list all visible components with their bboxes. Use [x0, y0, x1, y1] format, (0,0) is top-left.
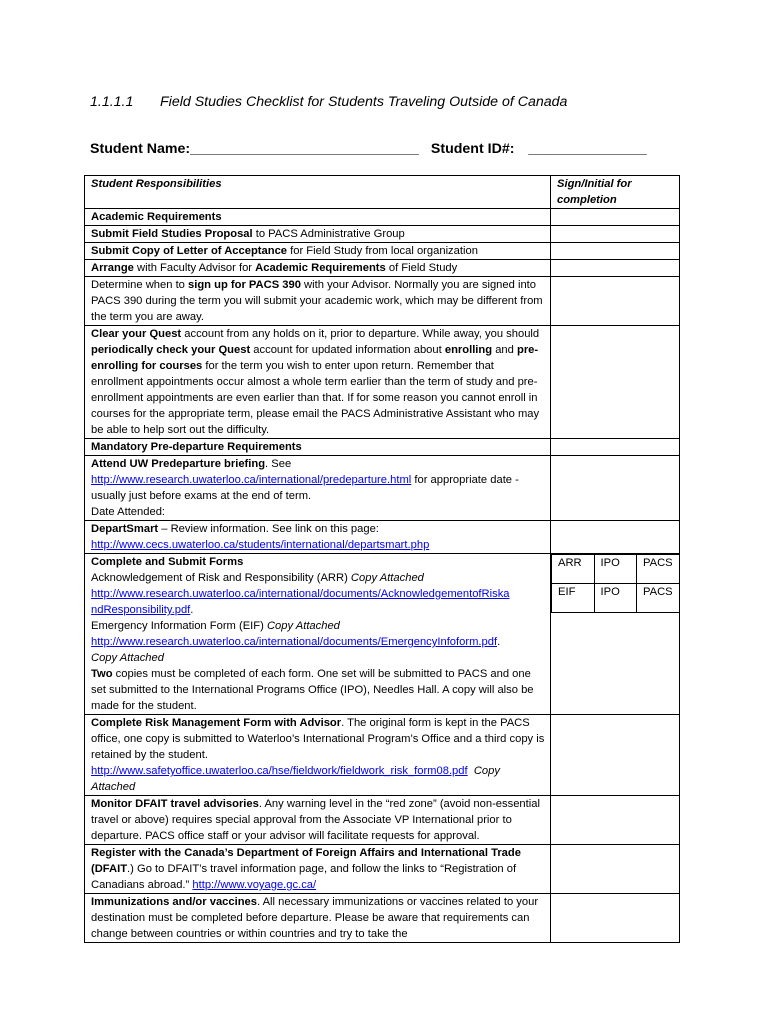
- table-row: [85, 277, 680, 326]
- sign-ipo-eif[interactable]: IPO: [594, 584, 637, 613]
- sign-eif[interactable]: EIF: [552, 584, 595, 613]
- row-immunizations: Immunizations and/or vaccines. All necessary immunizations or vaccines related to your destination must be completed before departure. Please be aware that requirements can change between countries or within countries and try to take the: [85, 894, 551, 943]
- row-letter-of-acceptance: Submit Copy of Letter of Acceptance for Field Study from local organization: [85, 243, 551, 260]
- student-name-label: Student Name:: [90, 141, 191, 157]
- table-row: [85, 243, 680, 260]
- table-row: [85, 894, 680, 943]
- table-row: [85, 456, 680, 521]
- table-row: [85, 209, 680, 226]
- section-mandatory-predeparture: Mandatory Pre-departure Requirements: [85, 439, 551, 456]
- sign-cell[interactable]: [551, 715, 680, 796]
- row-arrange-advisor: Arrange with Faculty Advisor for Academic Requirements of Field Study: [85, 260, 551, 277]
- row-submit-proposal: Submit Field Studies Proposal to PACS Administrative Group: [85, 226, 551, 243]
- sign-cell[interactable]: [551, 796, 680, 845]
- sign-cell[interactable]: [551, 521, 680, 554]
- sign-cell-forms: [551, 554, 680, 715]
- sign-cell[interactable]: [551, 209, 680, 226]
- row-dfait-advisories: Monitor DFAIT travel advisories. Any warning level in the “red zone” (avoid non-essential travel or above) requires special approval from the Associate VP International prior to departure. PACS office staff or your advisor will facilitate requests for approval.: [85, 796, 551, 845]
- sign-arr[interactable]: ARR: [552, 555, 595, 584]
- sign-cell[interactable]: [551, 439, 680, 456]
- section-number: 1.1.1.1: [90, 94, 134, 110]
- row-departsmart: DepartSmart – Review information. See link on this page: http://www.cecs.uwaterloo.ca/students/international/departsmart.php: [85, 521, 551, 554]
- departsmart-link[interactable]: http://www.cecs.uwaterloo.ca/students/international/departsmart.php: [91, 539, 430, 551]
- eif-form-link[interactable]: http://www.research.uwaterloo.ca/international/documents/EmergencyInfoform.pdf: [91, 636, 498, 648]
- sign-cell[interactable]: [551, 260, 680, 277]
- table-row: [85, 521, 680, 554]
- row-complete-forms: Complete and Submit Forms Acknowledgement of Risk and Responsibility (ARR) Copy Attached http://www.research.uwaterloo.ca/international/documents/AcknowledgementofRiska ndResponsibility.pdf. Emergency Information Form (EIF) Copy Attached http://www.research.uwaterloo.ca/international/documents/EmergencyInfoform.pdf. Copy Attached Two copies must be completed of each form. One set will be submitted to PACS and one set submitted to the International Programs Office (IPO), Needles Hall. A copy will also be made for the student.: [85, 554, 551, 715]
- checklist-table: [84, 175, 680, 943]
- sign-cell[interactable]: [551, 277, 680, 326]
- student-name-field[interactable]: _____________________________: [190, 141, 419, 157]
- student-info-line: [90, 141, 647, 157]
- sign-cell[interactable]: [551, 894, 680, 943]
- col-header-sign: Sign/Initial for completion: [551, 176, 680, 209]
- arr-form-link-cont[interactable]: ndResponsibility.pdf: [91, 604, 191, 616]
- document-heading: [90, 94, 567, 110]
- section-title: Field Studies Checklist for Students Traveling Outside of Canada: [160, 94, 568, 110]
- table-row: [85, 326, 680, 439]
- sign-pacs-arr[interactable]: PACS: [637, 555, 680, 584]
- voyage-link[interactable]: http://www.voyage.gc.ca/: [192, 879, 317, 891]
- row-predeparture-briefing: Attend UW Predeparture briefing. See http://www.research.uwaterloo.ca/international/predeparture.html for appropriate date - usually just before exams at the end of term. Date Attended:: [85, 456, 551, 521]
- table-row: [85, 796, 680, 845]
- row-risk-management: Complete Risk Management Form with Advisor. The original form is kept in the PACS office, one copy is submitted to Waterloo’s International Program’s Office and a third copy is retained by the student. http://www.safetyoffice.uwaterloo.ca/hse/fieldwork/fieldwork_risk_form08.pdf Copy Attached: [85, 715, 551, 796]
- sign-cell[interactable]: [551, 326, 680, 439]
- table-row: [85, 260, 680, 277]
- sign-cell[interactable]: [551, 845, 680, 894]
- student-id-label: Student ID#:: [430, 141, 515, 157]
- section-academic-requirements: Academic Requirements: [85, 209, 551, 226]
- sign-ipo-arr[interactable]: IPO: [594, 555, 637, 584]
- row-clear-quest: Clear your Quest account from any holds on it, prior to departure. While away, you should periodically check your Quest account for updated information about enrolling and pre-enrolling for courses for the term you wish to enter upon return. Remember that enrollment appointments occur almost a whole term earlier than the term of study and pre-enrollment appointments are even earlier than that. If for some reason you cannot enroll in courses for the appropriate term, please email the PACS Administrative Assistant who may be able to help sort out the difficulty.: [85, 326, 551, 439]
- table-row: [85, 554, 680, 715]
- sign-cell[interactable]: [551, 243, 680, 260]
- forms-sign-grid: [551, 554, 679, 613]
- date-attended-label: Date Attended:: [91, 506, 166, 518]
- arr-form-link[interactable]: http://www.research.uwaterloo.ca/international/documents/AcknowledgementofRiska: [91, 588, 510, 600]
- col-header-responsibilities: Student Responsibilities: [85, 176, 551, 209]
- table-row: [85, 439, 680, 456]
- risk-form-link[interactable]: http://www.safetyoffice.uwaterloo.ca/hse/fieldwork/fieldwork_risk_form08.pdf: [91, 765, 468, 777]
- predeparture-link[interactable]: http://www.research.uwaterloo.ca/international/predeparture.html: [91, 474, 412, 486]
- sign-cell[interactable]: [551, 226, 680, 243]
- table-row: [85, 845, 680, 894]
- row-register-dfait: Register with the Canada’s Department of Foreign Affairs and International Trade (DFAIT.) Go to DFAIT’s travel information page, and follow the links to “Registration of Canadians abroad.” http://www.voyage.gc.ca/: [85, 845, 551, 894]
- table-header-row: [85, 176, 680, 209]
- table-row: [85, 715, 680, 796]
- table-row: [85, 226, 680, 243]
- row-pacs390: Determine when to sign up for PACS 390 with your Advisor. Normally you are signed into PACS 390 during the term you will submit your academic work, which may be different from the term you are away.: [85, 277, 551, 326]
- student-id-field[interactable]: _______________: [528, 141, 647, 157]
- sign-cell[interactable]: [551, 456, 680, 521]
- sign-pacs-eif[interactable]: PACS: [637, 584, 680, 613]
